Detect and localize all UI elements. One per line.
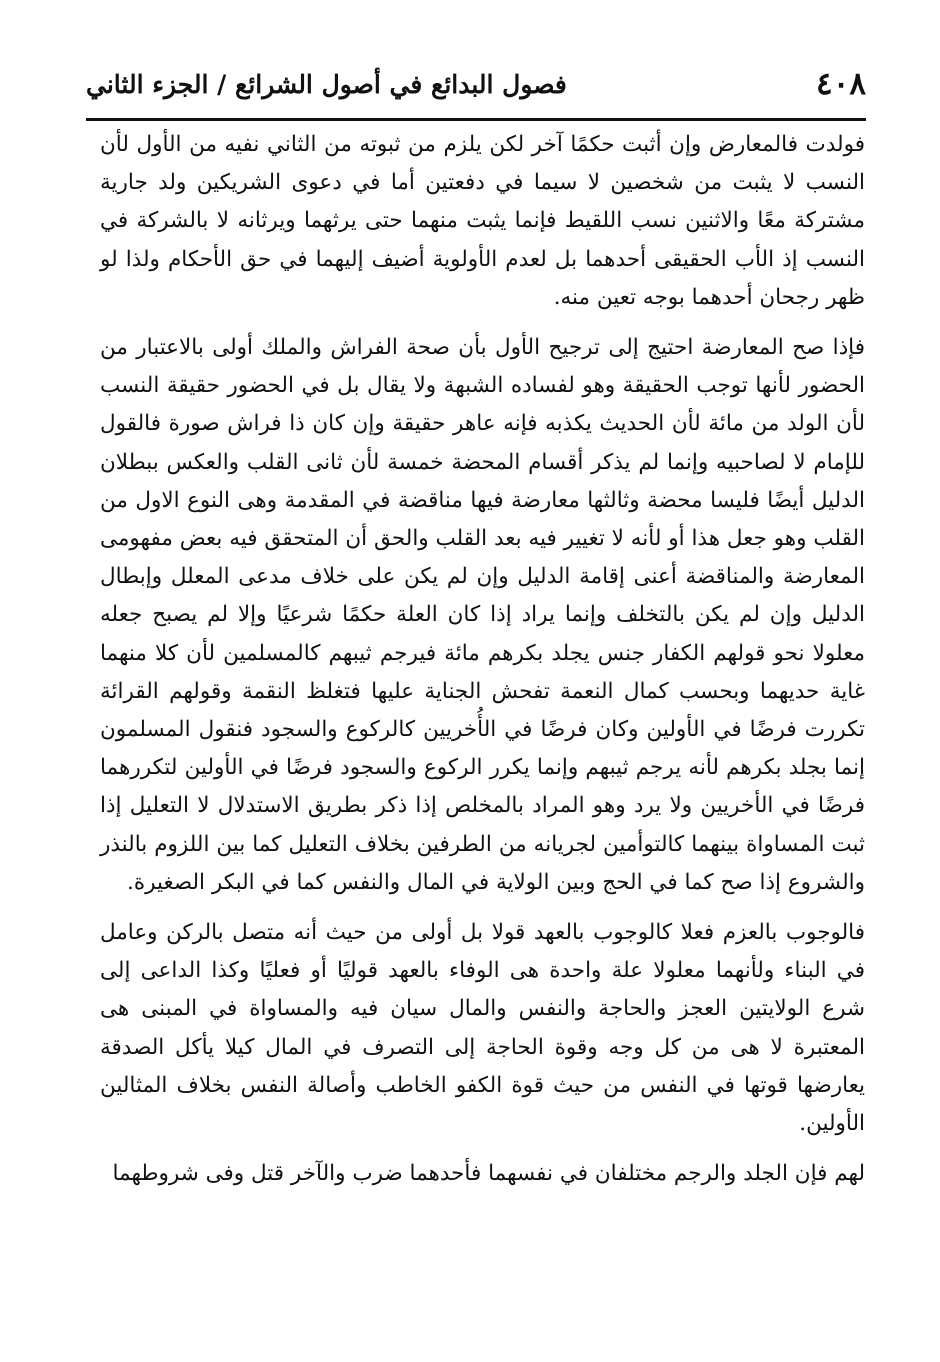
page-number: ٤٠٨	[816, 66, 866, 102]
header-divider	[86, 118, 866, 121]
body-paragraph: فالوجوب بالعزم فعلا كالوجوب بالعهد قولا بل أولى من حيث أنه متصل بالركن وعامل في البناء ولأنهما معلولا علة واحدة هى الوفاء بالعهد قوليًا أو فعليًا وكذا الداعى إلى شرع الولايتين العجز والحاجة والنفس والمال سيان فيه والمساواة في المبنى هى المعتبرة لا هى من كل وجه وقوة الحاجة إلى التصرف في المال كيلا يأكل الصدقة يعارضها قوتها في النفس من حيث قوة الكفو الخاطب وأصالة النفس بخلاف المثالين الأولين.	[100, 920, 865, 1137]
page-body	[100, 126, 865, 1193]
body-paragraph: فولدت فالمعارض وإن أثبت حكمًا آخر لكن يلزم من ثبوته من الثاني نفيه من الأول لأن النسب لا يثبت من شخصين لا سيما في دفعتين أما في دعوى الشريكين ولد جارية مشتركة معًا والاثنين نسب اللقيط فإنما يثبت منهما حتى يرثهما ويرثانه لا بالشركة في النسب إذ الأب الحقيقى أحدهما بل لعدم الأولوية أضيف إليهما في حق الأحكام ولذا لو ظهر رجحان أحدهما بوجه تعين منه.	[100, 132, 865, 310]
page-header	[86, 62, 866, 112]
body-paragraph: لهم فإن الجلد والرجم مختلفان في نفسهما فأحدهما ضرب والآخر قتل وفى شروطهما	[112, 1161, 865, 1187]
running-title: فصول البدائع في أصول الشرائع / الجزء الثاني	[86, 70, 567, 99]
body-paragraph: فإذا صح المعارضة احتيج إلى ترجيح الأول بأن صحة الفراش والملك أولى بالاعتبار من الحضور لأنها توجب الحقيقة وهو لفساده الشبهة ولا يقال بل في الحضور حقيقة النسب لأن الولد من مائة لأن الحديث يكذبه فإنه عاهر حقيقة وإن كان ذا فراش صورة فالقول للإمام لا لصاحبيه وإنما لم يذكر أقسام المحضة خمسة لأن ثانى القلب والعكس ببطلان الدليل أيضًا فليسا محضة وثالثها معارضة فيها مناقضة في المقدمة وهى النوع الاول من القلب وهو جعل هذا أو لأنه لا تغيير فيه بعد القلب والحق أن المتحقق فيه بعض مفهومى المعارضة والمناقضة أعنى إقامة الدليل وإن لم يكن على خلاف مدعى المعلل وإبطال الدليل وإن لم يكن بالتخلف وإنما يراد إذا كان العلة حكمًا شرعيًا وإلا لم يصبح جعله معلولا نحو قولهم الكفار جنس يجلد بكرهم مائة فيرجم ثيبهم كالمسلمين لأن كلا منهما غاية حديهما وبحسب كمال النعمة تفحش الجناية عليها فتغلظ النقمة وقولهم القرائة تكررت فرضًا في الأولين وكان فرضًا في الأُخريين كالركوع والسجود فنقول المسلمون إنما بجلد بكرهم لأنه يرجم ثيبهم وإنما يكرر الركوع والسجود فرضًا في الأولين لتكررهما فرضًا في الأخريين ولا يرد وهو المراد بالمخلص إذا ذكر بطريق الاستدلال لا التعليل إذا ثبت المساواة بينهما كالتوأمين لجريانه من الطرفين بخلاف التعليل كما بين اللزوم بالنذر والشروع إذا صح كما في الحج وبين الولاية في المال والنفس كما في البكر الصغيرة.	[100, 335, 865, 895]
